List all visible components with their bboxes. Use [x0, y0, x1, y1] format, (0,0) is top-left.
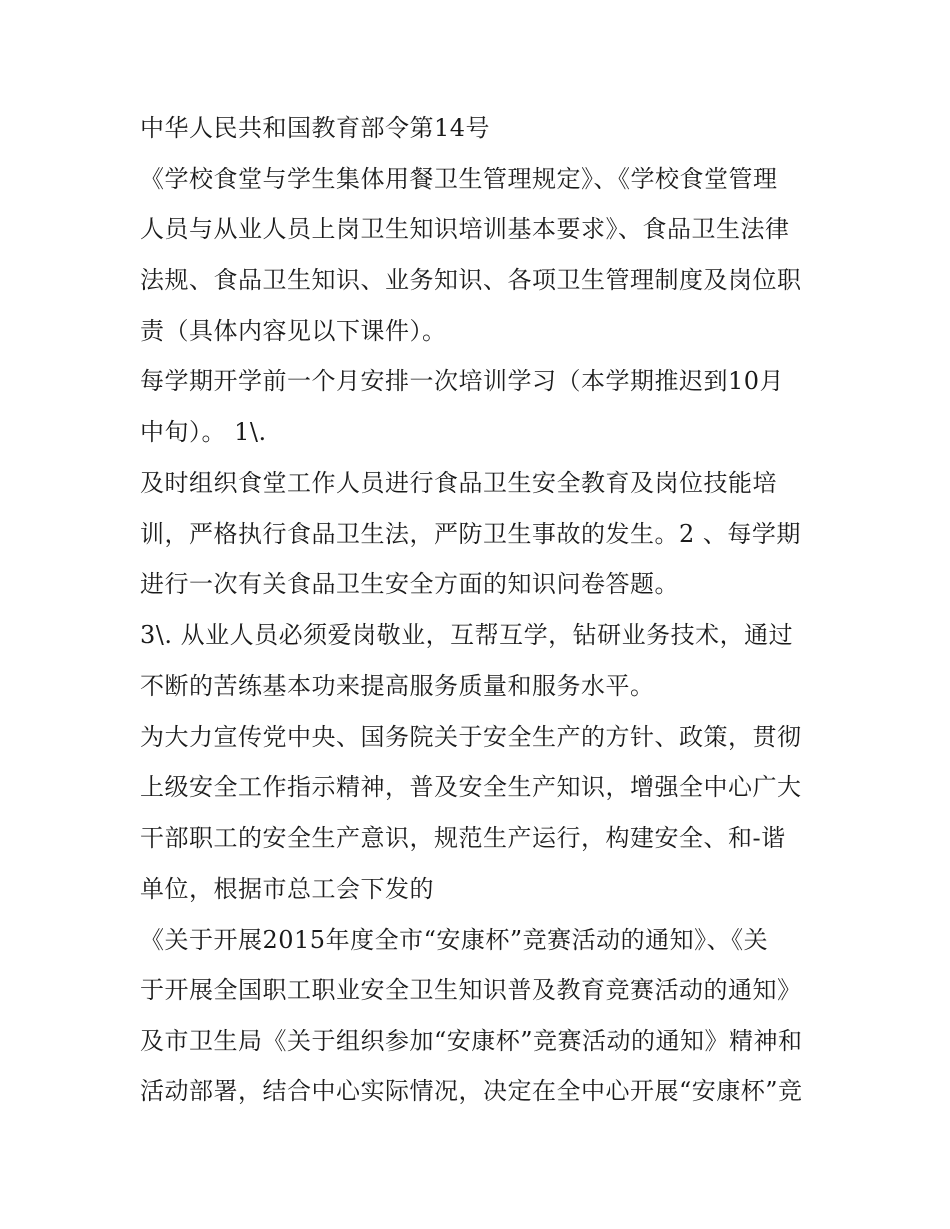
text-line: 于开展全国职工职业安全卫生知识普及教育竞赛活动的通知》: [140, 976, 802, 1004]
text-line: 3\. 从业人员必须爱岗敬业，互帮互学，钻研业务技术，通过: [140, 621, 794, 649]
text-line: 《学校食堂与学生集体用餐卫生管理规定》、《学校食堂管理: [140, 165, 778, 193]
text-line: 为大力宣传党中央、国务院关于安全生产的方针、政策，贯彻: [140, 723, 802, 751]
text-line: 《关于开展2015年度全市“安康杯”竞赛活动的通知》、《关: [140, 926, 769, 954]
text-line: 进行一次有关食品卫生安全方面的知识问卷答题。: [140, 570, 679, 598]
text-line: 单位，根据市总工会下发的: [140, 875, 434, 903]
text-line: 干部职工的安全生产意识，规范生产运行，构建安全、和-谐: [140, 824, 786, 852]
text-line: 法规、食品卫生知识、业务知识、各项卫生管理制度及岗位职: [140, 266, 802, 294]
text-line: 训，严格执行食品卫生法，严防卫生事故的发生。2 、每学期: [140, 520, 801, 548]
text-line: 中华人民共和国教育部令第14号: [140, 114, 491, 142]
text-line: 及时组织食堂工作人员进行食品卫生安全教育及岗位技能培: [140, 469, 777, 497]
text-line: 人员与从业人员上岗卫生知识培训基本要求》、食品卫生法律: [140, 215, 790, 243]
text-line: 上级安全工作指示精神，普及安全生产知识，增强全中心广大: [140, 773, 802, 801]
text-line: 不断的苦练基本功来提高服务质量和服务水平。: [140, 672, 655, 700]
text-line: 活动部署，结合中心实际情况，决定在全中心开展“安康杯”竞: [140, 1077, 803, 1105]
text-line: 及市卫生局《关于组织参加“安康杯”竞赛活动的通知》精神和: [140, 1027, 803, 1055]
text-line: 中旬）。 1\.: [140, 418, 267, 446]
text-line: 责（具体内容见以下课件）。: [140, 317, 447, 345]
text-line: 每学期开学前一个月安排一次培训学习（本学期推迟到10月: [140, 367, 785, 395]
